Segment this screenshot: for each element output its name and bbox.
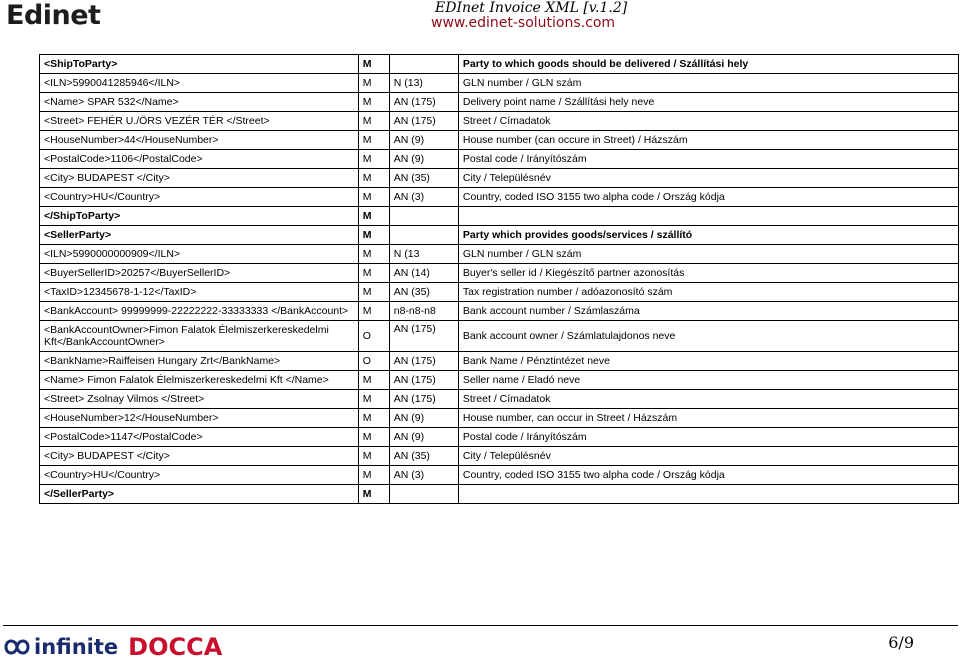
table-row <box>40 466 959 485</box>
status-cell: O <box>358 321 389 352</box>
description-cell: Party which provides goods/services / szállító <box>458 226 958 245</box>
description-cell: Country, coded ISO 3155 two alpha code / Ország kódja <box>458 466 958 485</box>
status-cell: M <box>358 428 389 447</box>
format-cell: N (13) <box>389 74 458 93</box>
format-cell: AN (9) <box>389 409 458 428</box>
status-cell: M <box>358 485 389 504</box>
format-cell: AN (35) <box>389 283 458 302</box>
status-cell: M <box>358 371 389 390</box>
xml-element-cell: <ShipToParty> <box>40 55 359 74</box>
xml-element-cell: <Street> Zsolnay Vilmos </Street> <box>40 390 359 409</box>
format-cell: AN (35) <box>389 169 458 188</box>
xml-element-cell: <BankAccount> 99999999-22222222-33333333 </BankAccount> <box>40 302 359 321</box>
format-cell: AN (3) <box>389 466 458 485</box>
description-cell: GLN number / GLN szám <box>458 245 958 264</box>
format-cell: AN (9) <box>389 150 458 169</box>
status-cell: M <box>358 188 389 207</box>
xml-element-cell: <PostalCode>1106</PostalCode> <box>40 150 359 169</box>
description-cell: Postal code / Irányítószám <box>458 428 958 447</box>
table-row <box>40 283 959 302</box>
footer-brand <box>2 634 222 660</box>
format-cell <box>389 226 458 245</box>
xml-element-cell: <ILN>5990041285946</ILN> <box>40 74 359 93</box>
page-header <box>0 0 960 40</box>
table-row <box>40 93 959 112</box>
xml-element-cell: <BuyerSellerID>20257</BuyerSellerID> <box>40 264 359 283</box>
footer-divider <box>3 625 958 626</box>
table-row <box>40 207 959 226</box>
status-cell: M <box>358 226 389 245</box>
status-cell: M <box>358 55 389 74</box>
xml-element-cell: <PostalCode>1147</PostalCode> <box>40 428 359 447</box>
xml-element-cell: <HouseNumber>44</HouseNumber> <box>40 131 359 150</box>
description-cell: Street / Címadatok <box>458 390 958 409</box>
table-row <box>40 245 959 264</box>
description-cell: Country, coded ISO 3155 two alpha code / Ország kódja <box>458 188 958 207</box>
description-cell <box>458 485 958 504</box>
xml-element-cell: <TaxID>12345678-1-12</TaxID> <box>40 283 359 302</box>
status-cell: M <box>358 112 389 131</box>
xml-element-cell: </ShipToParty> <box>40 207 359 226</box>
description-cell: House number (can occure in Street) / Házszám <box>458 131 958 150</box>
status-cell: M <box>358 409 389 428</box>
format-cell: N (13 <box>389 245 458 264</box>
status-cell: M <box>358 74 389 93</box>
description-cell: GLN number / GLN szám <box>458 74 958 93</box>
status-cell: M <box>358 264 389 283</box>
status-cell: M <box>358 245 389 264</box>
format-cell: AN (175) <box>389 321 458 352</box>
table-row <box>40 447 959 466</box>
website-url[interactable]: www.edinet-solutions.com <box>431 15 616 31</box>
xml-element-cell: <ILN>5990000000909</ILN> <box>40 245 359 264</box>
table-row <box>40 264 959 283</box>
table-row <box>40 131 959 150</box>
xml-element-cell: <City> BUDAPEST </City> <box>40 169 359 188</box>
infinite-wordmark: infinite <box>34 635 119 659</box>
table-row <box>40 188 959 207</box>
edinet-logo: Edinet <box>6 0 101 31</box>
status-cell: M <box>358 447 389 466</box>
description-cell: Bank account owner / Számlatulajdonos neve <box>458 321 958 352</box>
page-number: 6/9 <box>888 633 914 652</box>
description-cell: Seller name / Eladó neve <box>458 371 958 390</box>
table-row <box>40 150 959 169</box>
format-cell: AN (175) <box>389 112 458 131</box>
table-row <box>40 390 959 409</box>
description-cell: Buyer's seller id / Kiegészítő partner azonosítás <box>458 264 958 283</box>
xml-element-cell: </SellerParty> <box>40 485 359 504</box>
table-row <box>40 485 959 504</box>
description-cell: City / Településnév <box>458 169 958 188</box>
format-cell <box>389 55 458 74</box>
xml-spec-table <box>39 54 959 504</box>
format-cell: AN (3) <box>389 188 458 207</box>
table-row <box>40 302 959 321</box>
table-row <box>40 428 959 447</box>
table-row <box>40 74 959 93</box>
xml-element-cell: <SellerParty> <box>40 226 359 245</box>
xml-element-cell: <Name> Fimon Falatok Élelmiszerkereskedelmi Kft </Name> <box>40 371 359 390</box>
status-cell: M <box>358 169 389 188</box>
format-cell <box>389 207 458 226</box>
description-cell: House number, can occur in Street / Házszám <box>458 409 958 428</box>
status-cell: M <box>358 283 389 302</box>
status-cell: M <box>358 93 389 112</box>
status-cell: M <box>358 150 389 169</box>
document-title: EDInet Invoice XML [v.1.2] <box>435 0 628 16</box>
xml-element-cell: <Country>HU</Country> <box>40 188 359 207</box>
status-cell: M <box>358 466 389 485</box>
table-row <box>40 352 959 371</box>
table-row <box>40 169 959 188</box>
format-cell <box>389 485 458 504</box>
status-cell: M <box>358 207 389 226</box>
format-cell: AN (175) <box>389 93 458 112</box>
status-cell: M <box>358 131 389 150</box>
xml-element-cell: <BankName>Raiffeisen Hungary Zrt</BankName> <box>40 352 359 371</box>
description-cell: Party to which goods should be delivered / Szállítási hely <box>458 55 958 74</box>
format-cell: AN (9) <box>389 428 458 447</box>
description-cell: Delivery point name / Szállítási hely neve <box>458 93 958 112</box>
format-cell: AN (175) <box>389 390 458 409</box>
description-cell: Bank Name / Pénztintézet neve <box>458 352 958 371</box>
xml-element-cell: <Name> SPAR 532</Name> <box>40 93 359 112</box>
xml-element-cell: <Street> FEHÉR U./ÖRS VEZÉR TÉR </Street> <box>40 112 359 131</box>
description-cell: Bank account number / Számlaszáma <box>458 302 958 321</box>
table-row <box>40 226 959 245</box>
format-cell: AN (35) <box>389 447 458 466</box>
status-cell: M <box>358 390 389 409</box>
table-row <box>40 371 959 390</box>
status-cell: M <box>358 302 389 321</box>
table-row <box>40 112 959 131</box>
table-row <box>40 321 959 352</box>
table-row <box>40 409 959 428</box>
format-cell: AN (175) <box>389 352 458 371</box>
description-cell: Tax registration number / adóazonosító szám <box>458 283 958 302</box>
format-cell: AN (14) <box>389 264 458 283</box>
infinite-swirl-icon <box>2 634 32 660</box>
description-cell: City / Településnév <box>458 447 958 466</box>
format-cell: AN (9) <box>389 131 458 150</box>
docca-wordmark: DOCCA <box>128 633 223 661</box>
spec-table-body <box>40 55 959 504</box>
table-row <box>40 55 959 74</box>
xml-element-cell: <HouseNumber>12</HouseNumber> <box>40 409 359 428</box>
format-cell: n8-n8-n8 <box>389 302 458 321</box>
xml-element-cell: <BankAccountOwner>Fimon Falatok Élelmiszerkereskedelmi Kft</BankAccountOwner> <box>40 321 359 352</box>
description-cell: Postal code / Irányítószám <box>458 150 958 169</box>
description-cell <box>458 207 958 226</box>
xml-element-cell: <Country>HU</Country> <box>40 466 359 485</box>
xml-element-cell: <City> BUDAPEST </City> <box>40 447 359 466</box>
format-cell: AN (175) <box>389 371 458 390</box>
status-cell: O <box>358 352 389 371</box>
description-cell: Street / Címadatok <box>458 112 958 131</box>
